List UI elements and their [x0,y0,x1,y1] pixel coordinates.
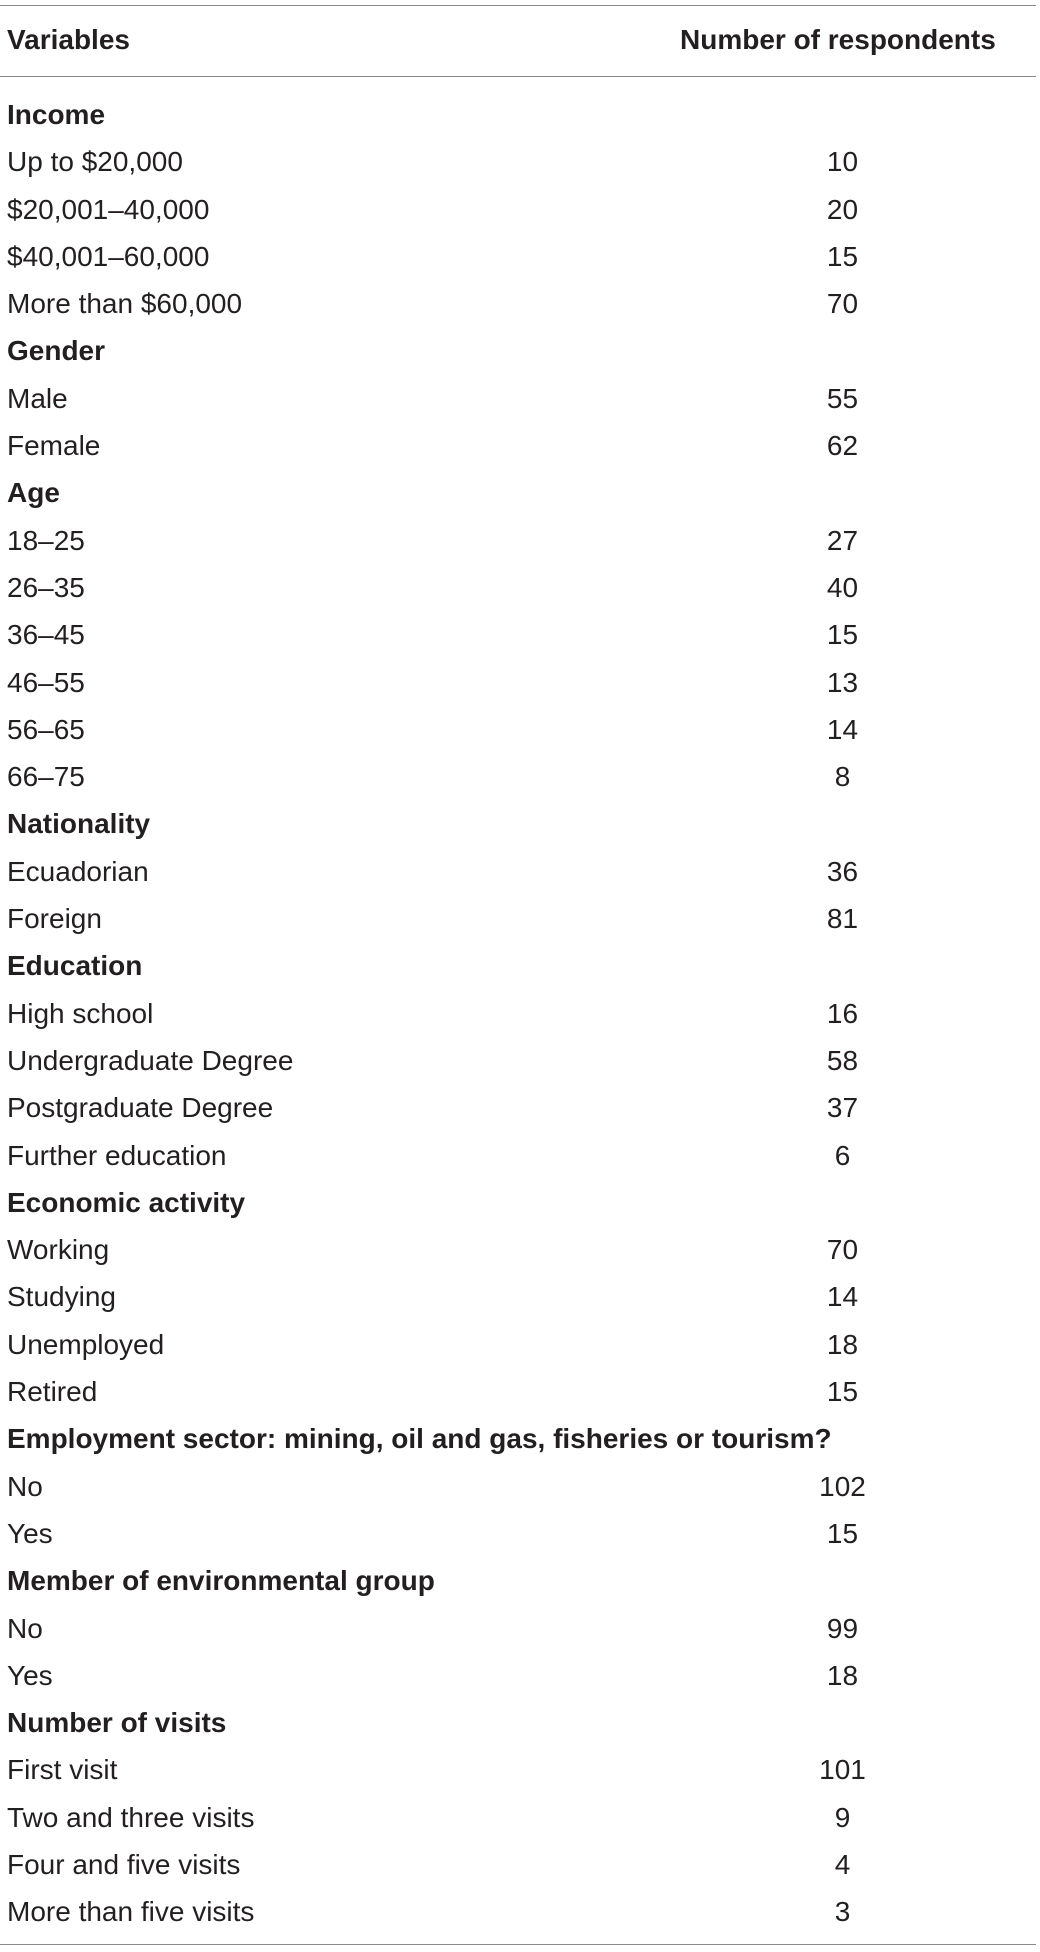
row-value: 4 [834,1848,851,1880]
table-row [0,1841,1040,1888]
row-value: 6 [834,1139,851,1171]
section-header-row [0,800,1040,847]
table-row [0,1746,1040,1793]
table-row [0,895,1040,942]
row-label: Up to $20,000 [7,146,183,178]
table-row [0,1794,1040,1841]
row-label: More than $60,000 [7,288,243,320]
table-row [0,280,1040,327]
table-header [0,18,1040,62]
header-number-of-respondents: Number of respondents [680,24,996,55]
table-row [0,1510,1040,1557]
row-label: Yes [7,1659,53,1691]
row-value: 18 [826,1659,859,1691]
section-header-row [0,1179,1040,1226]
row-label: 46–55 [7,666,85,698]
table-row [0,564,1040,611]
table-row [0,1132,1040,1179]
section-title: Employment sector: mining, oil and gas, fisheries or tourism? [7,1423,832,1455]
table-row [0,990,1040,1037]
table-row [0,233,1040,280]
row-label: 26–35 [7,571,85,603]
row-label: $20,001–40,000 [7,193,210,225]
row-value: 15 [826,619,859,651]
row-value: 13 [826,666,859,698]
row-label: First visit [7,1754,118,1786]
header-variables: Variables [7,24,130,55]
row-label: Female [7,430,101,462]
table-bottom-rule [0,1944,1036,1945]
section-header-row [0,1699,1040,1746]
row-label: Two and three visits [7,1801,255,1833]
row-value: 81 [826,903,859,935]
table-row [0,375,1040,422]
row-label: Unemployed [7,1328,165,1360]
row-value: 101 [819,1754,866,1786]
section-title: Member of environmental group [7,1565,435,1597]
table-top-rule [0,5,1036,6]
row-label: $40,001–60,000 [7,240,210,272]
table-row [0,1888,1040,1935]
row-label: 36–45 [7,619,85,651]
table-row [0,422,1040,469]
row-label: Postgraduate Degree [7,1092,274,1124]
table-row [0,1226,1040,1273]
row-value: 55 [826,382,859,414]
table-row [0,1037,1040,1084]
table-row [0,659,1040,706]
row-label: More than five visits [7,1896,255,1928]
table-body [0,91,1040,1936]
table-header-rule [0,76,1036,77]
table-row [0,611,1040,658]
table-row [0,138,1040,185]
table-row [0,1652,1040,1699]
row-value: 15 [826,240,859,272]
section-header-row [0,91,1040,138]
section-header-row [0,327,1040,374]
table-row [0,753,1040,800]
section-header-row [0,1415,1040,1462]
row-value: 9 [834,1801,851,1833]
table-row [0,1463,1040,1510]
row-value: 8 [834,761,851,793]
row-value: 15 [826,1517,859,1549]
table-row [0,517,1040,564]
row-value: 27 [826,524,859,556]
row-label: Male [7,382,68,414]
section-header-row [0,469,1040,516]
row-label: 56–65 [7,713,85,745]
row-label: Retired [7,1376,98,1408]
table-row [0,1321,1040,1368]
section-title: Education [7,950,143,982]
row-value: 3 [834,1896,851,1928]
row-label: Studying [7,1281,116,1313]
row-value: 58 [826,1044,859,1076]
row-value: 14 [826,1281,859,1313]
row-label: Undergraduate Degree [7,1044,294,1076]
row-label: Further education [7,1139,227,1171]
row-value: 37 [826,1092,859,1124]
section-header-row [0,1557,1040,1604]
row-value: 20 [826,193,859,225]
row-value: 99 [826,1612,859,1644]
row-value: 18 [826,1328,859,1360]
row-value: 16 [826,997,859,1029]
table-row [0,1605,1040,1652]
table-row [0,1368,1040,1415]
row-label: 18–25 [7,524,85,556]
row-label: No [7,1470,43,1502]
row-value: 70 [826,1234,859,1266]
section-title: Gender [7,335,106,367]
row-label: Foreign [7,903,102,935]
section-title: Nationality [7,808,151,840]
row-value: 36 [826,855,859,887]
table-row [0,706,1040,753]
row-label: Four and five visits [7,1848,241,1880]
row-value: 40 [826,571,859,603]
row-label: No [7,1612,43,1644]
section-title: Income [7,99,106,130]
table-row [0,1273,1040,1320]
section-title: Age [7,477,60,509]
table-row [0,1084,1040,1131]
row-label: 66–75 [7,761,85,793]
table-row [0,848,1040,895]
table-row [0,186,1040,233]
row-label: Working [7,1234,110,1266]
row-value: 62 [826,430,859,462]
row-label: Ecuadorian [7,855,149,887]
row-label: Yes [7,1517,53,1549]
section-header-row [0,942,1040,989]
row-label: High school [7,997,154,1029]
row-value: 10 [826,146,859,178]
row-value: 14 [826,713,859,745]
section-title: Number of visits [7,1707,227,1739]
section-title: Economic activity [7,1186,246,1218]
row-value: 102 [819,1470,866,1502]
row-value: 15 [826,1376,859,1408]
row-value: 70 [826,288,859,320]
